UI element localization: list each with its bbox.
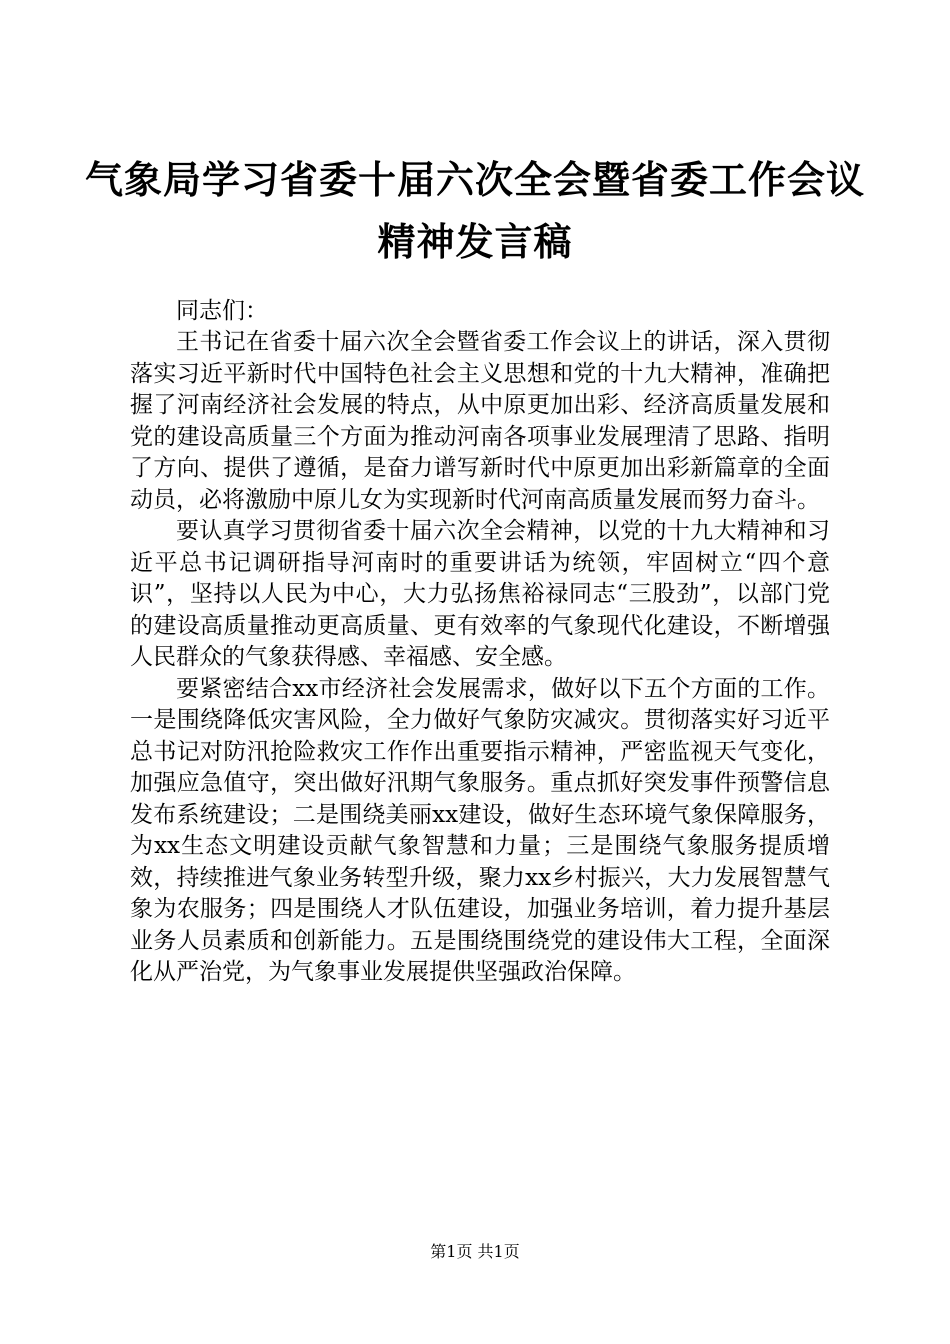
document-body xyxy=(130,327,830,989)
document-title-line-1: 气象局学习省委十届六次全会暨省委工作会议 xyxy=(84,157,865,202)
document-title-line-2: 精神发言稿 xyxy=(377,219,573,264)
page-number-footer: 第1页 共1页 xyxy=(430,1242,520,1261)
salutation: 同志们： xyxy=(176,298,268,324)
paragraph-3: 要紧密结合xx市经济社会发展需求，做好以下五个方面的工作。一是围绕降低灾害风险，全力做好气象防灾减灾。贯彻落实好习近平总书记对防汛抢险救灾工作作出重要指示精神，严密监视天气变化，加强应急值守，突出做好汛期气象服务。重点抓好突发事件预警信息发布系统建设；二是围绕美丽xx建设，做好生态环境气象保障服务，为xx生态文明建设贡献气象智慧和力量；三是围绕气象服务提质增效，持续推进气象业务转型升级，聚力xx乡村振兴，大力发展智慧气象为农服务；四是围绕人才队伍建设，加强业务培训，着力提升基层业务人员素质和创新能力。五是围绕围绕党的建设伟大工程，全面深化从严治党，为气象事业发展提供坚强政治保障。 xyxy=(130,675,830,985)
paragraph-2: 要认真学习贯彻省委十届六次全会精神，以党的十九大精神和习近平总书记调研指导河南时的重要讲话为统领，牢固树立“四个意识”，坚持以人民为中心，大力弘扬焦裕禄同志“三股劲”，以部门党的建设高质量推动更高质量、更有效率的气象现代化建设，不断增强人民群众的气象获得感、幸福感、安全感。 xyxy=(130,518,830,670)
paragraph-1: 王书记在省委十届六次全会暨省委工作会议上的讲话，深入贯彻落实习近平新时代中国特色社会主义思想和党的十九大精神，准确把握了河南经济社会发展的特点，从中原更加出彩、经济高质量发展和党的建设高质量三个方面为推动河南各项事业发展理清了思路、指明了方向、提供了遵循，是奋力谱写新时代中原更加出彩新篇章的全面动员，必将激励中原儿女为实现新时代河南高质量发展而努力奋斗。 xyxy=(130,329,830,513)
